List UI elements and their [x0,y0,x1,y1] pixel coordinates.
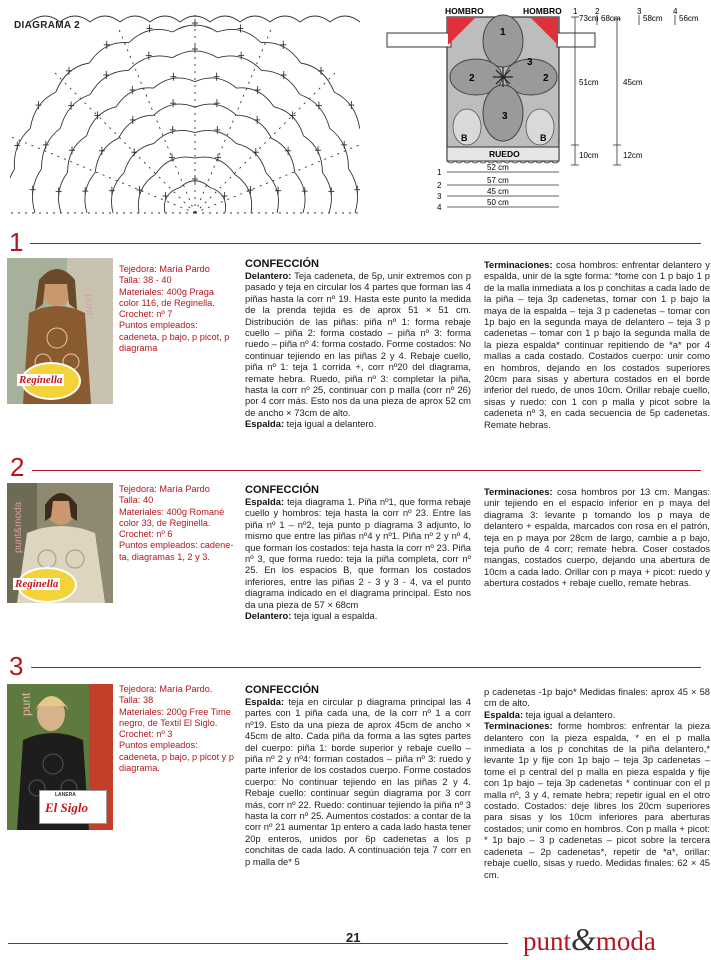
section-1-col1: Delantero: Teja cadeneta, de 5p, unir extremos con p pasado y teja en circular los 4 partes que forman las 4 piñas hasta la corr nº 19. Hasta este punto la medida de la prenda tejida es de aprox 51 × 51 cm. Distribución de las piñas: piña nº 1: forma rebaje cuello – piña 2: forma costado – piña nº 3: forma ruedo – piña nº 4: forma costado. Forme costados: No continuar tejiendo en las piñas 2 y 4. Rebaje cuello, piña nº 1: teja 1 corrida +, corr nº20 del diagrama, remate hebra. Ruedo, piña nº 3: completar la piña, hasta la corr nº 25, continuar con p malla (corr nº 26) por 4 corr más. Esto nos da una pieza de aprox 52 cm de ancho × 73cm de alto. Espalda: teja igual a delantero. [245,270,471,430]
brand-logo: punt&moda [523,921,656,957]
section-1-number: 1 [9,227,24,257]
svg-text:12cm: 12cm [623,151,643,160]
svg-text:57 cm: 57 cm [487,176,509,185]
section-2-confeccion-title: CONFECCIÓN [245,484,319,496]
svg-text:4: 4 [437,203,442,212]
svg-text:52 cm: 52 cm [487,163,509,172]
svg-text:56cm: 56cm [679,14,699,23]
crochet-fan-diagram [10,8,360,233]
footer-divider [8,943,508,944]
svg-text:3: 3 [527,57,533,68]
section-2-credits: Tejedora: María Pardo Talla: 40 Materiales: 400g Romané color 33, de Reginella. Crochet: nº 6 Puntos empleados: cadene- ta, diagramas 1, 2 y 3. [119,484,234,562]
section-2-photo [7,483,113,603]
section-1-col2: Terminaciones: cosa hombros: enfrentar delantero y espalda, unir de la sgte forma: *tome con 1 p bajo 1 p de la malla inmediata a los p conchitas a cada lado de la piña – teja 3p cadenetas, tomar con 1 p bajo la maya de la espalda – teja 3 p cadenetas – tomar con 1p bajo en la segunda maya de delantero – teja 3 p cadenetas – tomar con 1 p bajo la segunda malla de la pieza espalda* continuar repitiendo de *a* por 4 mallas a cada costado. Costados cuerpo: unir como en hombros, dejando en los costados superiores 20cm para sisas y abertura costados en el borde inferior del ruedo, de unos 10cm. Orillar rebaje cuello, sisas y ruedo: con 1 con p malla y picot sobre la cadeneta nº 3, en cada secuencia de 5p cadenetas. Remate hebras. [484,259,710,430]
hombro-right-label: HOMBRO [523,6,562,16]
hombro-left-label: HOMBRO [445,6,484,16]
ruedo-label: RUEDO [489,149,520,159]
section-3-logo-text: El Siglo [45,800,88,815]
sleeve-left [387,33,451,47]
svg-text:2: 2 [595,7,600,16]
section-2-col1: Espalda: teja diagrama 1. Piña nº1, que forma rebaje cuello y hombros: teja hasta la corr nº 23. Entre las piña nº 1 – nº2, teja punto p diagrama 3 adjunto, lo mismo que entre las piñas nº4 y nº1. Piña nº 2 y nº 4, que forman los costados: teja hasta la corr nº 23. Piña nº 3, que forma ruedo: teja la piña completa, corr nº 25. En los espacios B, que forman los costados inferiores, entre las piñas 2 - 3 y 3 - 4, va el punto diagrama indicado en el diagrama principal. Esto nos da una pieza de 57 × 68cm Delantero: teja igual a espalda. [245,496,471,622]
svg-text:1: 1 [573,7,578,16]
svg-text:2: 2 [543,73,549,84]
svg-text:4: 4 [673,7,678,16]
svg-text:B: B [461,133,468,143]
section-3-photo [7,684,113,830]
svg-text:B: B [540,133,547,143]
section-3-confeccion-title: CONFECCIÓN [245,684,319,696]
svg-text:3: 3 [502,111,508,122]
svg-text:3: 3 [637,7,642,16]
svg-text:3: 3 [437,192,442,201]
section-1-photo-tag: punt [83,294,95,316]
svg-text:58cm: 58cm [643,14,663,23]
section-2-photo-tag: punt&moda [13,501,24,553]
svg-text:51cm: 51cm [579,78,599,87]
svg-text:73cm: 73cm [579,14,599,23]
svg-text:45 cm: 45 cm [487,187,509,196]
section-3-col2: p cadenetas -1p bajo* Medidas finales: aprox 45 × 58 cm de alto. Espalda: teja igual a delantero. Terminaciones: forme hombros: enfrentar la pieza delantero con la pieza espalda, * en el p malla inmediata a los p conchitas de la piña delantero,* levante 1p y fije con 1p bajo – teja 3p cadenetas – tome el p central del p malla en pieza espalda y fije con 1p bajo – teja 3p cadenetas * continuar con el p malla nº, 3 y 4, remate hebra; repetir igual en el otro costado. Costados: deje libres los 20cm superiores para sisas y los 10cm inferiores para aberturas costados; unir como en hombros. Con p malla + picot: * 1p bajo – 3 p cadenetas – picot sobre la tercera cadeneta – 2p cadenetas*, repetir de *a*, orillar: rebaje cuello, sisas y ruedo. Medidas finales: 62 × 45 cm. [484,686,710,880]
section-2-number: 2 [10,452,25,482]
garment-schematic [385,5,711,220]
section-3-logo-small: LANERA [55,792,76,798]
section-2-col2: Terminaciones: cosa hombros por 13 cm. Mangas: unir tejiendo en el espacio inferior en p maya del diagrama 3: levante p tomando los p maya de delantero + espalda, marcados con rosa en el patrón, teja en p maya por 28cm de largo, cambie a p bajo, teja puño de 4 corr; remate hebra. Coser costados mangas, costados cuerpo, dejando una abertura de 10cm a cada lado. Orillar con p maya + picot: ruedo y abertura costados + rebaje cuello, remate hebras. [484,486,710,589]
sleeve-right [557,33,595,47]
section-1-photo [7,258,113,404]
svg-text:2: 2 [469,73,475,84]
svg-text:2: 2 [437,181,442,190]
section-1-credits: Tejedora: María Pardo Talla: 38 - 40 Materiales: 400g Praga color 116, de Reginella. Crochet: nº 7 Puntos empleados: cadeneta, p bajo, p picot, p diagrama [119,264,230,354]
section-1-confeccion-title: CONFECCIÓN [245,258,319,270]
svg-text:10cm: 10cm [579,151,599,160]
section-3-credits: Tejedora: María Pardo. Talla: 38 Materiales: 200g Free Time negro, de Textil El Siglo. Crochet: nº 3 Puntos empleados: cadeneta, p bajo, p picot y p diagrama. [119,684,234,774]
svg-text:45cm: 45cm [623,78,643,87]
section-3-number: 3 [9,651,24,681]
diagram-title: DIAGRAMA 2 [14,20,80,31]
section-3-col1: Espalda: teja en circular p diagrama principal las 4 partes con 1 piña cada una, de la corr nº 1 a corr nº19. Esto da una pieza de aprox 45cm de ancho × 45cm de alto. Cada piña da forma a las sgtes partes del cuerpo: piña 1: borde superior y rebaje cuello – piña nº 2 y nº4: forman costados – piña nº 3: ruedo y parte inferior de los costados cuerpo. Forme costados cuerpo: No continuar tejiendo en las piñas 2 y 4. Rebaje cuello: continuar según diagrama por 3 corr más, corr nº 22. Ruedo: continuar tejiendo la piña nº 3 hasta la corr nº 25. Aumentos costados: a contar de la corr nº 21 aumentar 1p entero a cada lado hasta tener 20p enteros, unidos por 6p cadenetas a los p conchitas de cada lado. A continuación teja 7 corr en p malla de* 5 [245,696,471,867]
section-1-divider [30,243,701,244]
section-2-logo-text: Reginella [15,578,59,590]
section-3-photo-tag: punt [19,692,33,716]
svg-text:68cm: 68cm [601,14,621,23]
section-3-divider [31,667,701,668]
svg-text:1: 1 [500,27,506,38]
section-1-logo-text: Reginella [19,374,63,386]
section-2-divider [32,470,701,471]
svg-text:1: 1 [437,168,442,177]
page-number: 21 [346,930,361,945]
svg-text:50 cm: 50 cm [487,198,509,207]
